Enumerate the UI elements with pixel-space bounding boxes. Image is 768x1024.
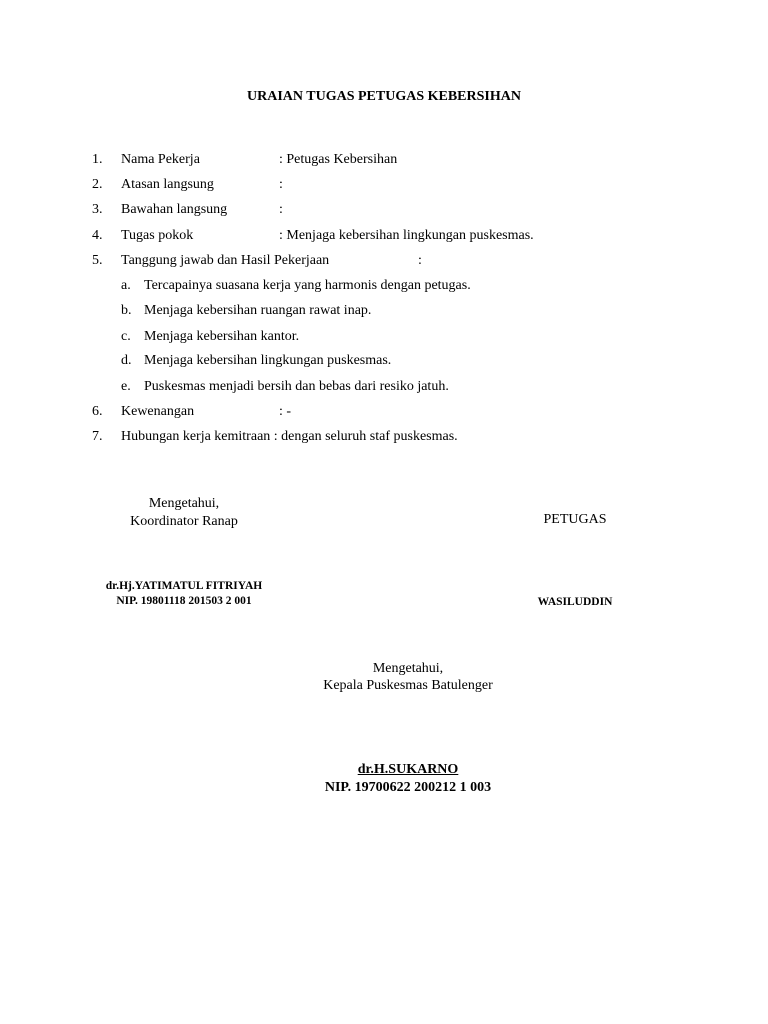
subitem-text: Menjaga kebersihan ruangan rawat inap. bbox=[144, 303, 372, 318]
item-value: : Petugas Kebersihan bbox=[279, 152, 398, 167]
subitem-text: Puskesmas menjadi bersih dan bebas dari resiko jatuh. bbox=[144, 379, 449, 394]
item-value: : - bbox=[279, 404, 292, 419]
subitem-text: Menjaga kebersihan lingkungan puskesmas. bbox=[144, 353, 392, 368]
item-label: Hubungan kerja kemitraan : dengan seluruh staf puskesmas. bbox=[121, 429, 458, 444]
item-value: : bbox=[418, 253, 422, 268]
sign-left-nip: NIP. 19801118 201503 2 001 bbox=[116, 595, 252, 607]
item-number: 2. bbox=[92, 177, 103, 192]
subitem-letter: a. bbox=[121, 278, 131, 293]
item-number: 7. bbox=[92, 429, 103, 444]
item-value: : Menjaga kebersihan lingkungan puskesmas. bbox=[279, 228, 534, 243]
subitem-text: Menjaga kebersihan kantor. bbox=[144, 329, 300, 344]
sign-right-role: PETUGAS bbox=[543, 512, 607, 527]
sign-bottom-name: dr.H.SUKARNO bbox=[357, 762, 459, 777]
subitem-letter: d. bbox=[121, 353, 132, 368]
item-number: 6. bbox=[92, 404, 103, 419]
sign-right-name: WASILUDDIN bbox=[537, 596, 613, 608]
item-label: Tugas pokok bbox=[121, 228, 194, 243]
subitem-letter: c. bbox=[121, 329, 131, 344]
item-label: Bawahan langsung bbox=[121, 202, 228, 217]
sign-bottom-nip: NIP. 19700622 200212 1 003 bbox=[324, 780, 492, 795]
document-title: URAIAN TUGAS PETUGAS KEBERSIHAN bbox=[247, 89, 521, 104]
sign-bottom-line1: Mengetahui, bbox=[372, 661, 444, 676]
subitem-text: Tercapainya suasana kerja yang harmonis dengan petugas. bbox=[144, 278, 471, 293]
item-value: : bbox=[279, 202, 283, 217]
item-label: Nama Pekerja bbox=[121, 152, 200, 167]
item-label: Atasan langsung bbox=[121, 177, 214, 192]
sign-left-line2: Koordinator Ranap bbox=[130, 514, 238, 529]
item-value: : bbox=[279, 177, 283, 192]
sign-left-line1: Mengetahui, bbox=[148, 496, 220, 511]
subitem-letter: b. bbox=[121, 303, 132, 318]
item-label: Kewenangan bbox=[121, 404, 195, 419]
item-number: 4. bbox=[92, 228, 103, 243]
sign-bottom-line2: Kepala Puskesmas Batulenger bbox=[323, 678, 493, 693]
item-label: Tanggung jawab dan Hasil Pekerjaan bbox=[121, 253, 330, 268]
item-number: 1. bbox=[92, 152, 103, 167]
sign-left-name: dr.Hj.YATIMATUL FITRIYAH bbox=[105, 580, 263, 592]
item-number: 3. bbox=[92, 202, 103, 217]
item-number: 5. bbox=[92, 253, 103, 268]
subitem-letter: e. bbox=[121, 379, 131, 394]
